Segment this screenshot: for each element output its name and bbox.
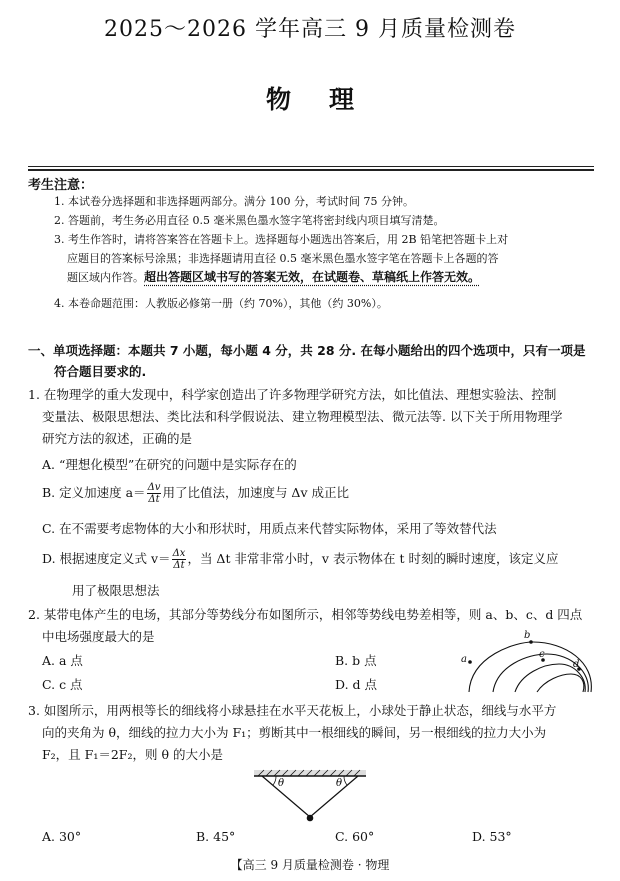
q1-option-d-fraction [172, 548, 187, 571]
subject-title [0, 80, 620, 116]
question-3-stem [28, 700, 598, 766]
q1-option-a: A. “理想化模型”在研究的问题中是实际存在的 [42, 457, 297, 472]
left-string [262, 776, 310, 817]
q1-stem-line-3: 研究方法的叙述，正确的是 [42, 431, 193, 446]
divider-thin [28, 166, 594, 167]
notice-item-1: 1. 本试卷分选择题和非选择题两部分。满分 100 分，考试时间 75 分钟。 [54, 195, 414, 208]
q3-stem-line-1: 3. 如图所示，用两根等长的细线将小球悬挂在水平天花板上，小球处于静止状态，细线与水平方 [28, 703, 557, 718]
q3-option-b: B. 45° [196, 829, 236, 844]
ball [307, 815, 314, 822]
q1-option-c: C. 在不需要考虑物体的大小和形状时，用质点来代替实际物体，采用了等效替代法 [42, 521, 497, 536]
q1-d-denominator: Δt [173, 560, 185, 571]
q3-option-c: C. 60° [335, 829, 375, 844]
q1-option-b-post: 用了比值法，加速度与 Δv 成正比 [162, 485, 349, 500]
section-heading [28, 340, 598, 382]
point-a-dot [468, 660, 472, 664]
question-1-stem [28, 384, 598, 450]
section-heading-line-2: 符合题目要求的. [54, 364, 147, 379]
right-angle-arc [344, 776, 347, 785]
right-string [310, 776, 358, 817]
q1-b-numerator: Δv [147, 482, 161, 493]
q1-option-b-fraction [147, 482, 162, 505]
section-heading-line-1: 一、单项选择题：本题共 7 小题，每小题 4 分，共 28 分. 在每小题给出的四个选项中，只有一项是 [28, 343, 586, 358]
equipotential-diagram [455, 628, 600, 694]
notice-item-3-line-3-text: 题区域内作答。 [67, 271, 144, 284]
q2-option-b: B. b 点 [335, 653, 377, 668]
notice-item-3-line-3 [54, 268, 602, 287]
q2-stem-line-1: 2. 某带电体产生的电场，其部分等势线分布如图所示，相邻等势线电势差相等，则 a、b、c、d 四点 [28, 607, 583, 622]
q3-stem-line-2: 向的夹角为 θ，细线的拉力大小为 F₁；剪断其中一根细线的瞬间，另一根细线的拉力大小为 [42, 725, 547, 740]
label-a: a [461, 654, 467, 665]
notice-item-2: 2. 答题前，考生务必用直径 0.5 毫米黑色墨水签字笔将密封线内项目填写清楚。 [54, 214, 445, 227]
notice-item-3-line-2: 应题目的答案标号涂黑；非选择题请用直径 0.5 毫米黑色墨水签字笔在答题卡上各题的答 [67, 252, 499, 265]
q1-d-numerator: Δx [172, 548, 186, 559]
subject-char-2: 理 [329, 85, 355, 114]
q3-option-a: A. 30° [42, 829, 82, 844]
q1-option-d-cont: 用了极限思想法 [72, 583, 160, 598]
q1-b-denominator: Δt [148, 494, 160, 505]
label-d: d [573, 659, 580, 670]
theta-right: θ [336, 778, 343, 789]
q2-option-d: D. d 点 [335, 677, 377, 692]
notice-item-3 [54, 230, 602, 287]
q2-option-c: C. c 点 [42, 677, 83, 692]
q1-option-d-pre: D. 根据速度定义式 v＝ [42, 551, 171, 566]
page-footer: 【高三 9 月质量检测卷 · 物理 [230, 858, 390, 872]
notice-item-3-line-1: 3. 考生作答时，请将答案答在答题卡上。选择题每小题选出答案后，用 2B 铅笔把答题卡上对 [54, 233, 509, 246]
exam-title: 2025～2026 学年高三 9 月质量检测卷 [104, 17, 516, 42]
label-b: b [524, 630, 531, 641]
suspended-ball-diagram [240, 768, 380, 824]
q1-option-b-pre: B. 定义加速度 a＝ [42, 485, 146, 500]
q1-option-d [42, 548, 612, 571]
q3-option-d: D. 53° [472, 829, 512, 844]
subject-char-1: 物 [265, 85, 291, 114]
notice-heading: 考生注意： [28, 178, 94, 193]
divider-thick [28, 169, 594, 171]
theta-left: θ [278, 778, 285, 789]
q1-option-d-post: ，当 Δt 非常非常小时，v 表示物体在 t 时刻的瞬时速度，该定义应 [187, 551, 559, 566]
notice-item-4: 4. 本卷命题范围：人教版必修第一册（约 70%），其他（约 30%）。 [54, 297, 388, 310]
left-angle-arc [273, 776, 276, 785]
q1-stem-line-1: 1. 在物理学的重大发现中，科学家创造出了许多物理学研究方法，如比值法、理想实验法、控制 [28, 387, 557, 402]
label-c: c [539, 649, 545, 660]
equipotential-line-inner [537, 674, 584, 692]
q3-stem-line-3: F₂，且 F₁＝2F₂，则 θ 的大小是 [42, 747, 223, 762]
q1-option-b [42, 482, 612, 505]
notice-emphasis: 超出答题区域书写的答案无效，在试题卷、草稿纸上作答无效。 [144, 270, 481, 284]
q1-stem-line-2: 变量法、极限思想法、类比法和科学假说法、建立物理模型法、微元法等. 以下关于所用物理学 [42, 409, 563, 424]
q2-option-a: A. a 点 [42, 653, 83, 668]
q2-stem-line-2: 中电场强度最大的是 [42, 629, 155, 644]
